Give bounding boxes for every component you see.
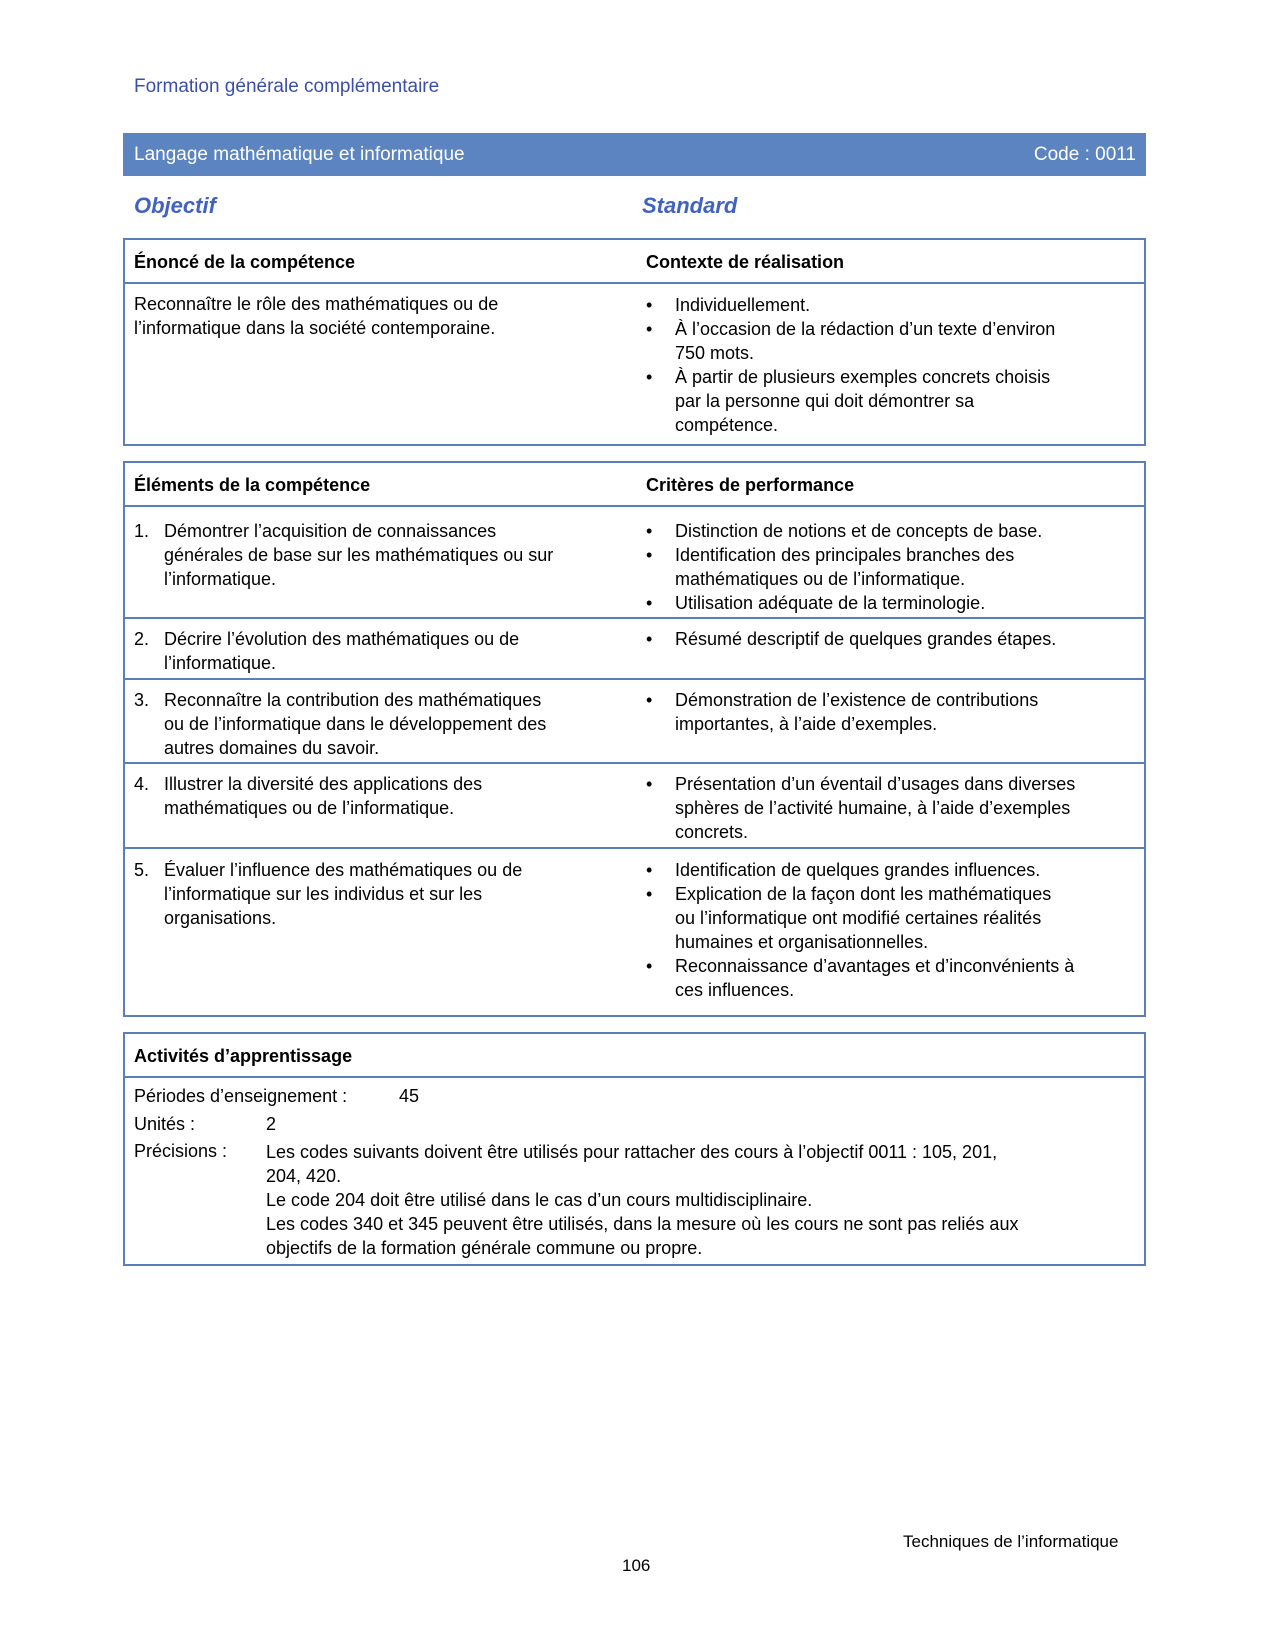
criteres-list — [646, 772, 1126, 844]
element-row-3 — [125, 680, 1144, 764]
competence-box — [123, 238, 1146, 446]
objectif-standard-row — [134, 193, 1034, 221]
elements-header — [125, 463, 1144, 507]
element-line: ou de l’informatique dans le développement des — [164, 714, 547, 734]
element-line: l’informatique. — [164, 653, 277, 673]
critere-line: mathématiques ou de l’informatique. — [675, 569, 966, 589]
activites-header — [125, 1034, 1144, 1078]
critere-line: ces influences. — [675, 980, 795, 1000]
element-row-4 — [125, 764, 1144, 849]
element-line: mathématiques ou de l’informatique. — [164, 798, 455, 818]
precisions-text — [266, 1140, 1146, 1260]
activites-box — [123, 1032, 1146, 1266]
criteres-list — [646, 688, 1126, 736]
element-line: autres domaines du savoir. — [164, 738, 380, 758]
contexte-list — [646, 293, 1116, 437]
critere-item — [646, 882, 1126, 954]
periodes-value: 45 — [399, 1086, 420, 1106]
criteres-header-label: Critères de performance — [646, 475, 855, 495]
critere-line: • Utilisation adéquate de la terminologie. — [675, 593, 986, 613]
contexte-line: • Individuellement. — [675, 295, 811, 315]
element-text — [164, 519, 624, 591]
critere-line: • Reconnaissance d’avantages et d’inconvénients à — [675, 956, 1075, 976]
element-line: organisations. — [164, 908, 277, 928]
course-code: Code : 0011 — [1033, 143, 1136, 165]
critere-item — [646, 591, 1126, 615]
enonce-line: Reconnaître le rôle des mathématiques ou de — [134, 294, 499, 314]
critere-item — [646, 543, 1126, 591]
enonce-text — [134, 292, 614, 340]
element-text — [164, 858, 624, 930]
element-line: Décrire l’évolution des mathématiques ou de — [164, 629, 520, 649]
standard-label: Standard — [642, 193, 738, 218]
contexte-line: • À l’occasion de la rédaction d’un texte d’environ — [675, 319, 1056, 339]
element-line: générales de base sur les mathématiques ou sur — [164, 545, 554, 565]
precision-line: Les codes suivants doivent être utilisés pour rattacher des cours à l’objectif 0011 : 105, 201, — [266, 1142, 998, 1162]
precision-line: objectifs de la formation générale commune ou propre. — [266, 1238, 703, 1258]
criteres-list — [646, 858, 1126, 1002]
criteres-list — [646, 519, 1126, 615]
section-title: Formation générale complémentaire — [134, 76, 440, 97]
contexte-line: par la personne qui doit démontrer sa — [675, 391, 975, 411]
precision-line: Les codes 340 et 345 peuvent être utilisés, dans la mesure où les cours ne sont pas reliés aux — [266, 1214, 1019, 1234]
course-title: Langage mathématique et informatique — [134, 143, 465, 165]
elements-box — [123, 461, 1146, 1017]
element-line: Illustrer la diversité des applications des — [164, 774, 483, 794]
contexte-line: compétence. — [675, 415, 779, 435]
critere-line: • Explication de la façon dont les mathématiques — [675, 884, 1052, 904]
element-text — [164, 688, 624, 760]
page-number: 106 — [622, 1556, 651, 1575]
element-line: Reconnaître la contribution des mathématiques — [164, 690, 542, 710]
unites-value: 2 — [266, 1114, 277, 1134]
contexte-line: 750 mots. — [675, 343, 755, 363]
contexte-item — [646, 293, 1116, 317]
critere-line: ou l’informatique ont modifié certaines réalités — [675, 908, 1042, 928]
precision-line: Le code 204 doit être utilisé dans le cas d’un cours multidisciplinaire. — [266, 1190, 813, 1210]
element-line: l’informatique. — [164, 569, 277, 589]
critere-line: • Identification de quelques grandes influences. — [675, 860, 1041, 880]
course-header-bar — [123, 133, 1146, 176]
criteres-list — [646, 627, 1126, 651]
elements-header-label: Éléments de la compétence — [134, 475, 371, 495]
critere-item — [646, 858, 1126, 882]
contexte-line: • À partir de plusieurs exemples concrets choisis — [675, 367, 1051, 387]
contexte-header: Contexte de réalisation — [646, 252, 845, 272]
critere-line: • Résumé descriptif de quelques grandes étapes. — [675, 629, 1057, 649]
contexte-item — [646, 365, 1116, 437]
enonce-line: l’informatique dans la société contemporaine. — [134, 318, 496, 338]
element-number: 4. — [134, 774, 150, 794]
element-text — [164, 772, 624, 820]
enonce-header: Énoncé de la compétence — [134, 252, 356, 272]
element-number: 5. — [134, 860, 150, 880]
activites-header-label: Activités d’apprentissage — [134, 1046, 353, 1066]
precision-line: 204, 420. — [266, 1166, 342, 1186]
critere-item — [646, 772, 1126, 844]
element-row-5 — [125, 849, 1144, 1009]
element-line: Évaluer l’influence des mathématiques ou de — [164, 860, 523, 880]
element-row-2 — [125, 619, 1144, 680]
element-number: 2. — [134, 629, 150, 649]
critere-line: concrets. — [675, 822, 749, 842]
critere-line: sphères de l’activité humaine, à l’aide d’exemples — [675, 798, 1071, 818]
periodes-label: Périodes d’enseignement : — [134, 1086, 348, 1106]
critere-item — [646, 627, 1126, 651]
critere-line: humaines et organisationnelles. — [675, 932, 929, 952]
footer-program: Techniques de l’informatique — [903, 1532, 1119, 1551]
critere-line: • Présentation d’un éventail d’usages dans diverses — [675, 774, 1076, 794]
element-row-1 — [125, 507, 1144, 619]
element-line: Démontrer l’acquisition de connaissances — [164, 521, 497, 541]
element-text — [164, 627, 624, 675]
competence-header — [125, 240, 1144, 284]
critere-item — [646, 954, 1126, 1002]
element-line: l’informatique sur les individus et sur les — [164, 884, 483, 904]
precisions-label: Précisions : — [134, 1141, 228, 1161]
critere-item — [646, 519, 1126, 543]
critere-line: • Démonstration de l’existence de contributions — [675, 690, 1039, 710]
unites-label: Unités : — [134, 1114, 196, 1134]
critere-line: • Distinction de notions et de concepts de base. — [675, 521, 1043, 541]
critere-line: • Identification des principales branches des — [675, 545, 1015, 565]
element-number: 3. — [134, 690, 150, 710]
critere-item — [646, 688, 1126, 736]
contexte-item — [646, 317, 1116, 365]
critere-line: importantes, à l’aide d’exemples. — [675, 714, 938, 734]
objectif-label: Objectif — [134, 193, 216, 218]
element-number: 1. — [134, 521, 150, 541]
